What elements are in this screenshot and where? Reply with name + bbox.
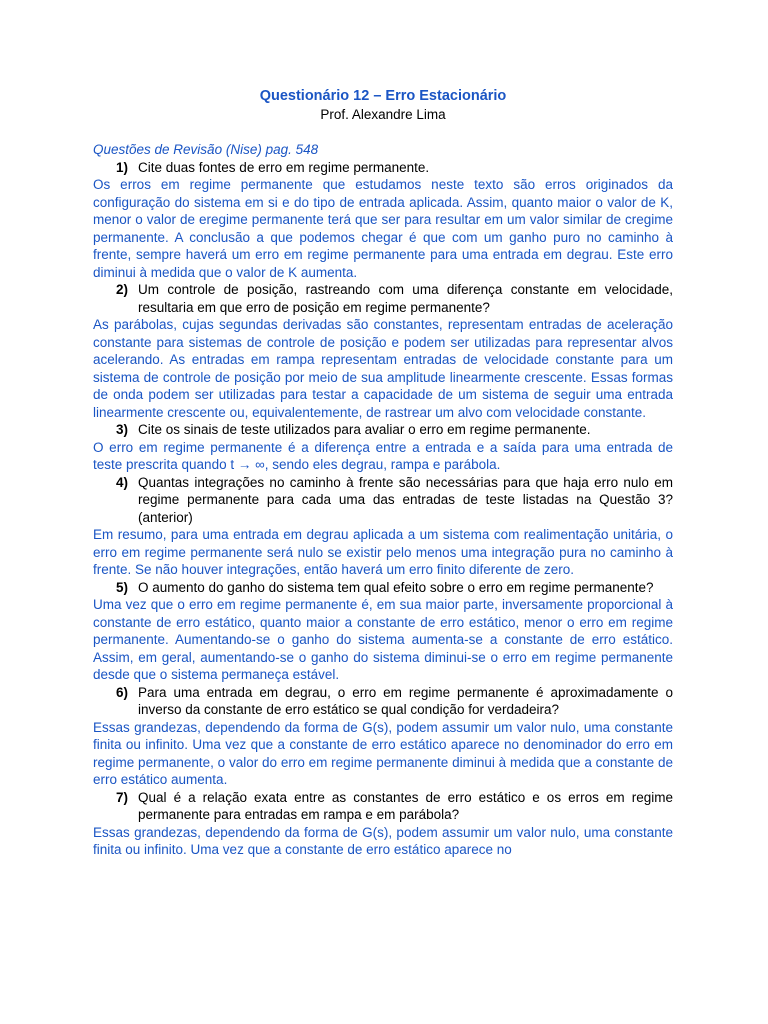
qa-item-6 [93, 684, 673, 789]
question-2 [93, 281, 673, 316]
question-text: O aumento do ganho do sistema tem qual efeito sobre o erro em regime permanente? [138, 579, 654, 595]
question-text: Cite os sinais de teste utilizados para avaliar o erro em regime permanente. [138, 422, 591, 437]
answer-2: As parábolas, cujas segundas derivadas são constantes, representam entradas de aceleração constante para sistemas de controle de posição e podem ser utilizadas para representar alvos acelerando. As entradas em rampa representam entradas de velocidade constante para um sistema de controle de posição por meio de sua amplitude linearmente crescente. Essas formas de onda podem ser utilizadas para testar a capacidade de um sistema de seguir uma entrada linearmente crescente ou, equivalentemente, de rastrear um alvo com velocidade constante. [93, 317, 673, 420]
answer-5: Uma vez que o erro em regime permanente é, em sua maior parte, inversamente proporcional à constante de erro estático, quanto maior a constante de erro estático, menor o erro em regime permanente. Aumentando-se o ganho do sistema aumenta-se a constante de erro estático. Assim, em geral, aumentando-se o ganho do sistema diminui-se o erro em regime permanente desde que o sistema permaneça estável. [93, 597, 673, 682]
answer-1: Os erros em regime permanente que estudamos neste texto são erros originados da configuração do sistema em si e do tipo de entrada aplicada. Assim, quanto maior o valor de K, menor o valor de eregime permanente terá que ser para resultar em um valor similar de cregime permanente. A conclusão a que podemos chegar é que com um ganho puro no caminho à frente, sempre haverá um erro em regime permanente para uma entrada em degrau. Este erro diminui à medida que o valor de K aumenta. [93, 177, 673, 280]
question-number: 3) [115, 422, 128, 437]
question-7 [93, 789, 673, 824]
qa-item-7 [93, 789, 673, 859]
qa-item-1 [93, 159, 673, 282]
question-number: 5) [115, 579, 128, 595]
document-page [93, 86, 673, 859]
qa-item-2 [93, 281, 673, 421]
question-text: Quantas integrações no caminho à frente são necessárias para que haja erro nulo em regime permanente para cada uma das entradas de teste listadas na Questão 3? (anterior) [138, 474, 673, 525]
qa-item-3 [93, 421, 673, 474]
qa-item-5 [93, 579, 673, 684]
question-text: Cite duas fontes de erro em regime permanente. [138, 159, 430, 175]
question-text: Qual é a relação exata entre as constantes de erro estático e os erros em regime permanente para entradas em rampa e em parábola? [138, 789, 673, 822]
question-number: 7) [115, 789, 128, 805]
question-3 [93, 421, 673, 439]
question-number: 4) [115, 474, 128, 490]
question-6 [93, 684, 673, 719]
question-4 [93, 474, 673, 527]
document-title: Questionário 12 – Erro Estacionário [259, 88, 507, 104]
question-1 [93, 159, 673, 177]
answer-4: Em resumo, para uma entrada em degrau aplicada a um sistema com realimentação unitária, o erro em regime permanente será nulo se existir pelo menos uma integração pura no caminho à frente. Se não houver integrações, então haverá um erro finito diferente de zero. [93, 527, 673, 577]
qa-item-4 [93, 474, 673, 579]
document-author: Prof. Alexandre Lima [320, 107, 446, 122]
question-text: Um controle de posição, rastreando com uma diferença constante em velocidade, resultaria em que erro de posição em regime permanente? [138, 282, 673, 315]
question-number: 1) [115, 159, 128, 175]
question-number: 6) [115, 684, 128, 700]
answer-7: Essas grandezas, dependendo da forma de G(s), podem assumir um valor nulo, uma constante finita ou infinito. Uma vez que a constante de erro estático aparece no [93, 824, 673, 857]
question-number: 2) [115, 282, 128, 297]
answer-3: O erro em regime permanente é a diferença entre a entrada e a saída para uma entrada de teste prescrita quando t → ∞, sendo eles degrau, rampa e parábola. [93, 439, 673, 472]
question-5 [93, 579, 673, 597]
question-text: Para uma entrada em degrau, o erro em regime permanente é aproximadamente o inverso da constante de erro estático se qual condição for verdadeira? [138, 684, 673, 717]
section-heading: Questões de Revisão (Nise) pag. 548 [93, 142, 319, 157]
answer-6: Essas grandezas, dependendo da forma de G(s), podem assumir um valor nulo, uma constante finita ou infinito. Uma vez que a constante de erro estático aparece no denominador do erro em regime permanente, o valor do erro em regime permanente diminui à medida que a constante de erro estático aumenta. [93, 719, 673, 787]
